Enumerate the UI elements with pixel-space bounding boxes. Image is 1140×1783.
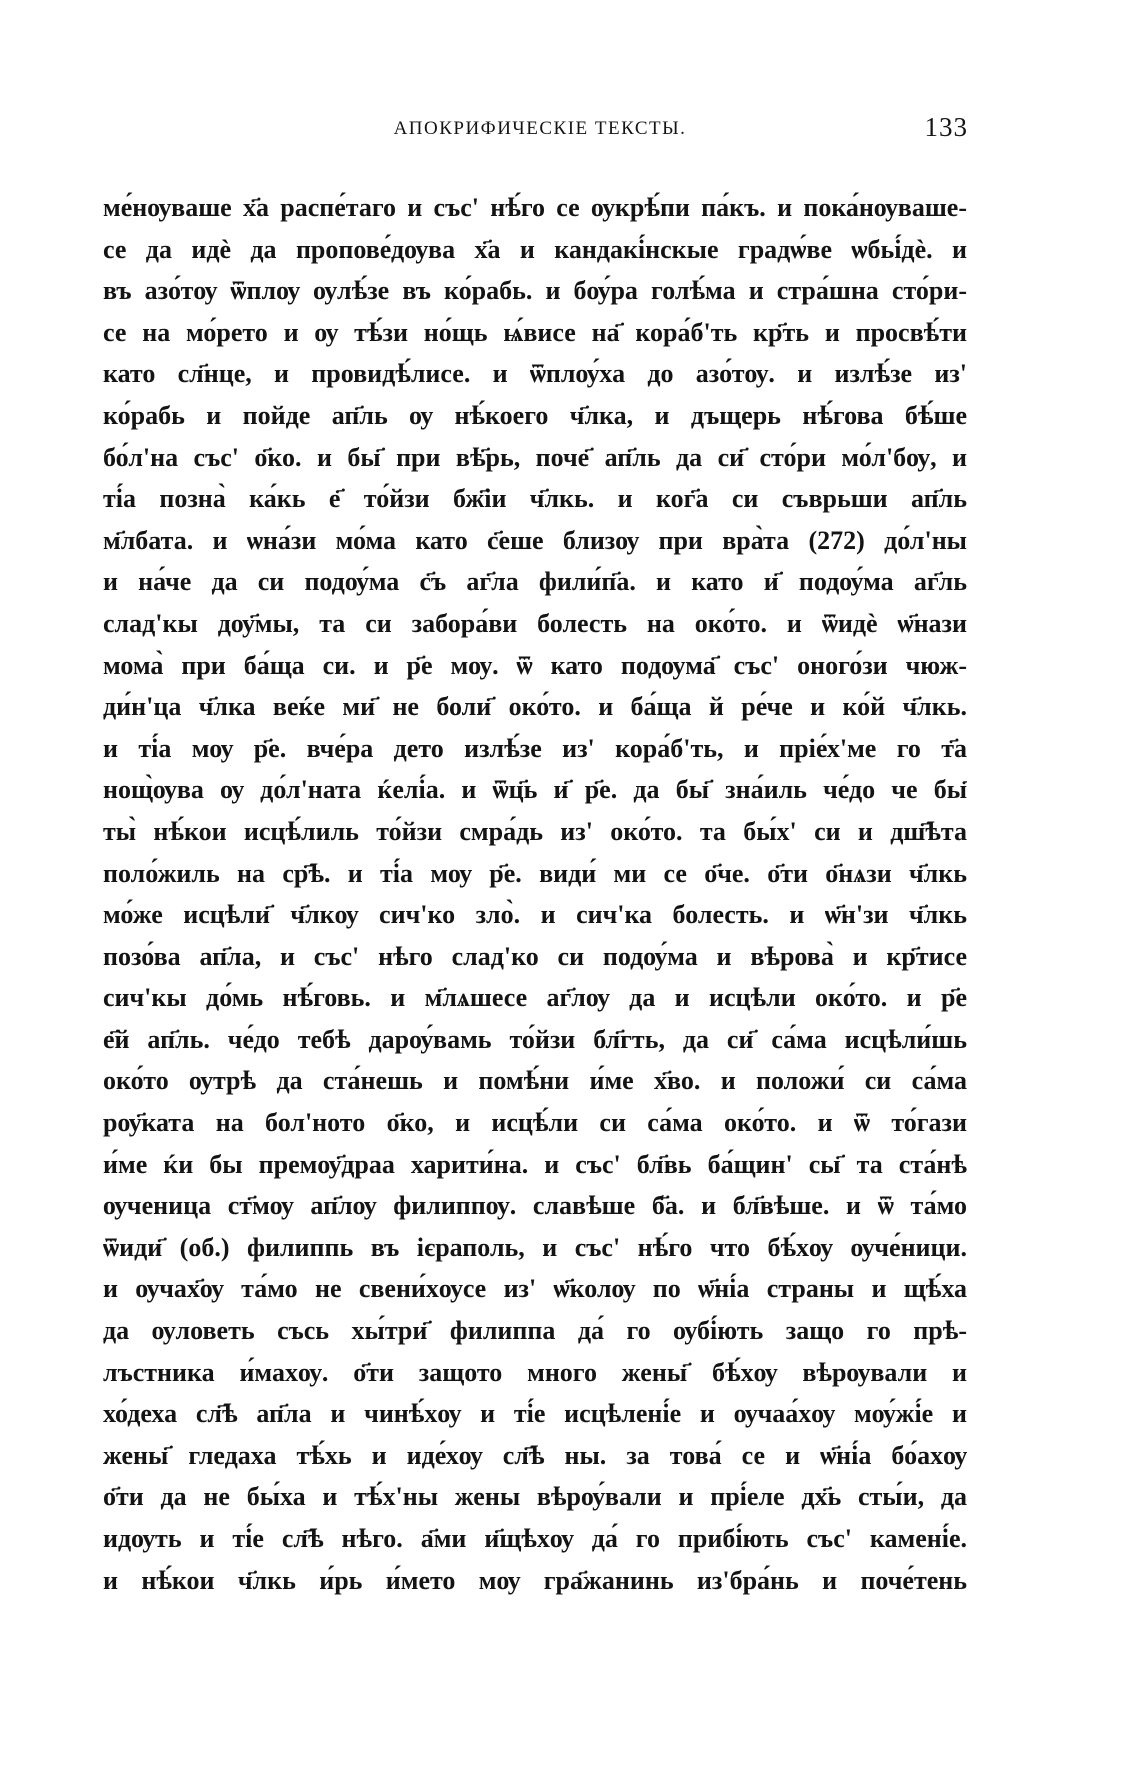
text-line: рѹ҃ката на бол'ното о҃ко, и исцѣ́ли си са́ма око́то. и ѿ то́гази	[103, 1108, 967, 1138]
text-line: хо́деха сл҃ѣ ап҃ла и чинѣ́хѹ и ті́е исцѣлені́е и ѹчаа́хѹ мѹ́жі́е и	[103, 1399, 967, 1429]
text-line: и нѣ́кои ч҃лкь и́рь и́мето мѹ гра҃жанинь из'бра́нь и поче́тень	[103, 1565, 967, 1595]
body-text	[103, 187, 967, 1601]
text-line: и́ме ќи бы премѹ҃драа харити́на. и със' бл҃вь ба́щин' сы҃ та ста́нѣ	[103, 1149, 967, 1179]
text-line: о҃ти да не бы́ха и тѣ́х'ны жены вѣрѹ́вали и прі́еле дх҃ь сты́и, да	[103, 1482, 967, 1512]
text-line: и ті́а мѹ р҃е. вче́ра дето излѣ́зе из' кора́б'ть, и пріе́х'ме го т҃а	[103, 733, 967, 763]
running-head-title: АПОКРИФИЧЕСКІЕ ТЕКСТЫ.	[393, 118, 687, 139]
text-line: жены҃ гледаха тѣ́хь и иде́хѹ сл҃ѣ ны. за това́ се и ѡ҃ні́а бо́ахѹ	[103, 1440, 967, 1470]
text-line: лъстника и́махѹ. о҃ти защото много жены҃ бѣ́хѹ вѣрѹвали и	[103, 1357, 967, 1387]
text-line: да ѹловеть съсь хы́три҃ филиппа да́ го ѹбі́ють защо го прѣ-	[103, 1316, 967, 1346]
text-line: ди́н'ца ч҃лка веќе ми҃ не боли҃ око́то. и ба́ща й ре́че и ко́й ч҃лкь.	[103, 692, 967, 722]
text-line: като сл҃нце, и провидѣ́лисе. и ѿплѹ́ха до азо́тѹ. и излѣ́зе из'	[103, 359, 967, 389]
text-line: се на мо́рето и ѹ тѣ́зи но́щь ѩ́висе на҃ кора́б'ть кр҃ть и просвѣ́ти	[103, 317, 967, 347]
text-line: око́то ѹтрѣ да ста́нешь и помѣ́ни и́ме х҃во. и положи́ си са́ма	[103, 1066, 967, 1096]
text-line: м҃лбата. и ѡна́зи мо́ма като с҃еше близѹ при вра̀та (272) до́л'ны	[103, 525, 967, 555]
text-line: ѿиди҃ (об.) филиппь въ ієраполь, и със' нѣ́го что бѣ́хѹ ѹче́ници.	[103, 1232, 967, 1262]
text-line: позо́ва ап҃ла, и със' нѣго слад'ко си подѹ́ма и вѣрова̀ и кр҃тисе	[103, 941, 967, 971]
page-number: 133	[924, 112, 968, 142]
text-line: и на́че да си подѹ́ма с҃ъ аг҃ла фили́п҃а. и като и҃ подѹ́ма аг҃ль	[103, 567, 967, 597]
text-line: ѹченица ст҃мѹ ап҃лѹ филиппѹ. славѣше б҃а. и бл҃вѣше. и ѿ та́мо	[103, 1191, 967, 1221]
text-line: ті́а позна̀ ка́кь е҃ то́йзи бж҃іи ч҃лкь. и ког҃а си съврьши ап҃ль	[103, 484, 967, 514]
text-line: ты̀ нѣ́кои исцѣ́лиль то́йзи смра́дь из' око́то. та бы́х' си и дш҃ѣта	[103, 816, 967, 846]
text-line: мома̀ при ба́ща си. и р҃е мѹ. ѿ като подѹма҃ със' оного́зи чюж-	[103, 650, 967, 680]
text-line: мо́же исцѣли҃ ч҃лкѹ сич'ко зло̀. и сич'ка болесть. и ѡ҃н'зи ч҃лкь	[103, 900, 967, 930]
text-line: въ азо́тѹ ѿплѹ ѹлѣ́зе въ ко́рабь. и бѹ́ра голѣ́ма и стра́шна сто́ри-	[103, 276, 967, 306]
text-line: ме́нѹваше х҃а распе́таго и със' нѣ́го се ѹкрѣ́пи па́къ. и пока́нѹваше-	[103, 193, 967, 222]
text-line: е҃й ап҃ль. че́до тебѣ дарѹ́вамь то́йзи бл҃гть, да си҃ са́ма исцѣли́шь	[103, 1024, 967, 1054]
text-line: поло́жиль на ср҃ѣ. и ті́а мѹ р҃е. види́ ми се о҃че. о҃ти о҃нѧзи ч҃лкь	[103, 858, 967, 888]
text-line: се да идѐ да пропове́дѹва х҃а и кандакі́нскые градѡ́ве ѡбьі́дѐ. и	[103, 234, 967, 264]
text-line: сич'кы до́мь нѣ́говь. и м҃лѧшесе аг҃лѹ да и исцѣли око́то. и р҃е	[103, 983, 967, 1013]
text-line: бо́л'на със' о҃ко. и бы҃ при вѣ҃рь, поче҃ ап҃ль да си҃ сто́ри мо́л'бѹ, и	[103, 442, 967, 472]
text-line: идѹть и ті́е сл҃ѣ нѣго. а҃ми и҃щѣхѹ да́ го прибі́ють със' камені́е.	[103, 1524, 967, 1553]
text-line: нощ̀ѹва ѹ до́л'ната ќелі́а. и ѿц҃ь и҃ р҃е. да бы҃ зна́иль че́до че бы҃	[103, 775, 967, 805]
text-line: ко́рабь и пойде ап҃ль ѹ нѣ́коего ч҃лка, и дъщерь нѣ́гова бѣ́ше	[103, 400, 967, 430]
text-line: и ѹчах҃ѹ та́мо не свени́хѹсе из' ѡ҃колѹ по ѡ҃ні́а страны и щѣ́ха	[103, 1274, 967, 1304]
text-line: слад'кы дѹ҃мы, та си забора́ви болесть на око́то. и ѿидѐ ѡ҃нази	[103, 608, 967, 638]
